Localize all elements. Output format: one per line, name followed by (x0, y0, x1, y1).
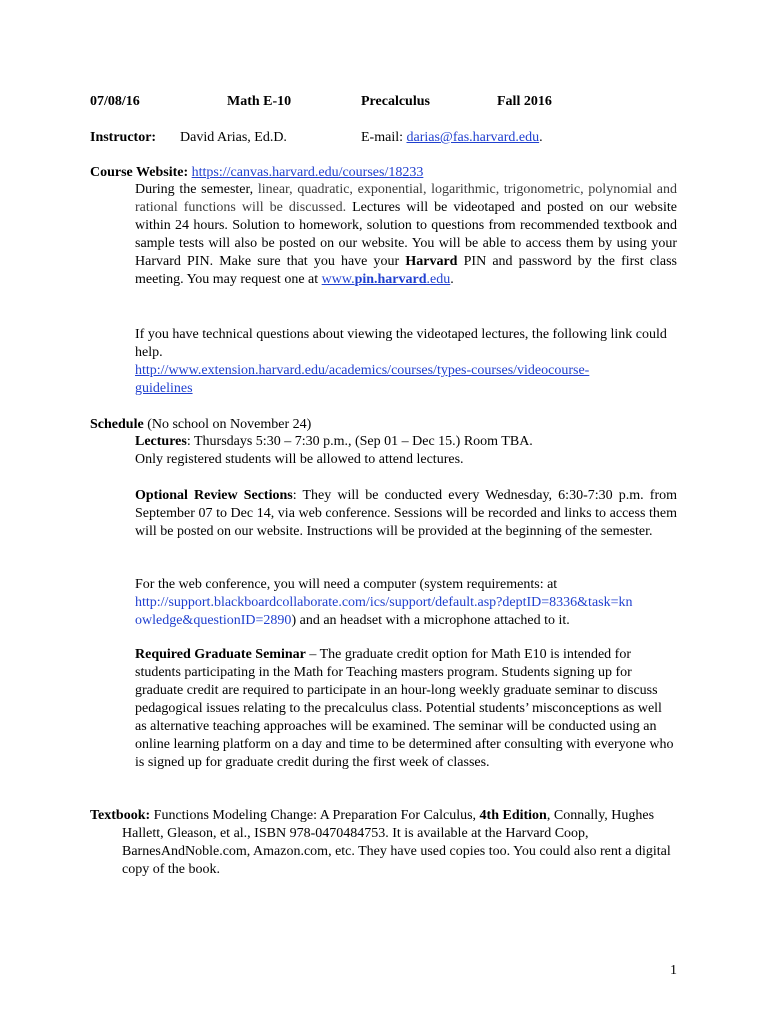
lectures-paragraph (135, 433, 677, 469)
seminar-paragraph (135, 646, 677, 772)
header-date: 07/08/16 (90, 94, 140, 109)
para1-c: PIN and password by the first class meeting. You may request one at (135, 254, 678, 287)
web-conf-end: ) and an headset with a microphone attached to it. (291, 613, 570, 628)
textbook-text-b: , Connally, Hughes Hallett, Gleason, et al., ISBN 978-0470484753. It is available at the Harvard Coop, BarnesAndNoble.com, Amazon.com, etc. They have used copies too. You could also rent a digital copy of the book. (122, 808, 671, 877)
seminar-label: Required Graduate Seminar (135, 647, 306, 662)
pin-bold: pin.harvard (354, 272, 427, 287)
lectures-note: Only registered students will be allowed to attend lectures. (135, 452, 464, 467)
page-number: 1 (670, 963, 677, 978)
web-conf-line: For the web conference, you will need a computer (system requirements: at (135, 577, 558, 592)
textbook-paragraph (90, 807, 677, 879)
instructor-label: Instructor: (90, 130, 157, 145)
course-website-label: Course Website: (90, 165, 189, 180)
schedule-label: Schedule (90, 417, 144, 432)
review-text: : They will be conducted every Wednesday, 6:30-7:30 p.m. from September 07 to Dec 14, via web conference. Sessions will be recorded and links to access them will be posted on our website. Instructions will be provided at the beginning of the semester. (135, 488, 677, 539)
help-link-line-2[interactable]: guidelines (135, 381, 193, 396)
help-paragraph (135, 326, 677, 398)
schedule-note: (No school on November 24) (147, 417, 312, 432)
course-website-line (90, 164, 423, 182)
textbook-text-a: Functions Modeling Change: A Preparation For Calculus, (150, 808, 480, 823)
help-link-line-1[interactable]: http://www.extension.harvard.edu/academics/courses/types-courses/videocourse- (135, 363, 590, 378)
pin-prefix: www. (321, 272, 355, 287)
web-conf-link-2[interactable]: owledge&questionID=2890 (135, 613, 292, 628)
textbook-edition: 4th Edition (479, 808, 547, 823)
schedule-line (90, 416, 311, 434)
para2: If you have technical questions about viewing the videotaped lectures, the following link could help. (135, 327, 667, 360)
instructor-email-link[interactable]: darias@fas.harvard.edu (406, 130, 540, 145)
header-course-code: Math E-10 (227, 94, 292, 109)
instructor-name: David Arias, Ed.D. (180, 130, 287, 145)
web-conf-link-1[interactable]: http://support.blackboardcollaborate.com/ics/support/default.asp?deptID=8336&task=kn (135, 595, 633, 610)
website-paragraph (135, 181, 677, 289)
web-conference-paragraph (135, 576, 677, 630)
pin-link[interactable] (322, 272, 451, 287)
para1-a: During the semester, (135, 182, 254, 197)
seminar-text: – The graduate credit option for Math E10 is intended for students participating in the Math for Teaching masters program. Students signing up for graduate credit are required to participate in an hour-long weekly graduate seminar to discuss pedagogical issues relating to the precalculus class. Potential students’ misconceptions as well as alternative teaching approaches will be examined. The seminar will be conducted using an online learning platform on a day and time to be determined after consulting with everyone who is signed up for graduate credit during the first week of classes. (135, 647, 674, 770)
lectures-text: : Thursdays 5:30 – 7:30 p.m., (Sep 01 – Dec 15.) Room TBA. (186, 434, 533, 449)
review-label: Optional Review Sections (135, 488, 293, 503)
course-website-link[interactable]: https://canvas.harvard.edu/courses/18233 (191, 165, 424, 180)
para1-b: Lectures will be videotaped and posted on our website within 24 hours. Solution to homework, solution to questions from recommended textbook and sample tests will also be posted on our website. You will be able to access them by using your Harvard PIN. Make sure that you have your (135, 200, 677, 269)
para1-bold: Harvard (405, 254, 458, 269)
lectures-label: Lectures (135, 434, 187, 449)
email-label: E-mail: (361, 130, 403, 145)
para1-end: . (450, 272, 454, 287)
para1-gray: linear, quadratic, exponential, logarithmic, trigonometric, polynomial and rational functions will be discussed. (135, 182, 678, 215)
review-paragraph (135, 487, 677, 541)
textbook-label: Textbook: (90, 808, 151, 823)
pin-suffix: .edu (426, 272, 451, 287)
instructor-email-line (361, 129, 543, 147)
email-trail: . (539, 130, 543, 145)
header-course-name: Precalculus (361, 94, 430, 109)
header-term: Fall 2016 (497, 94, 552, 109)
